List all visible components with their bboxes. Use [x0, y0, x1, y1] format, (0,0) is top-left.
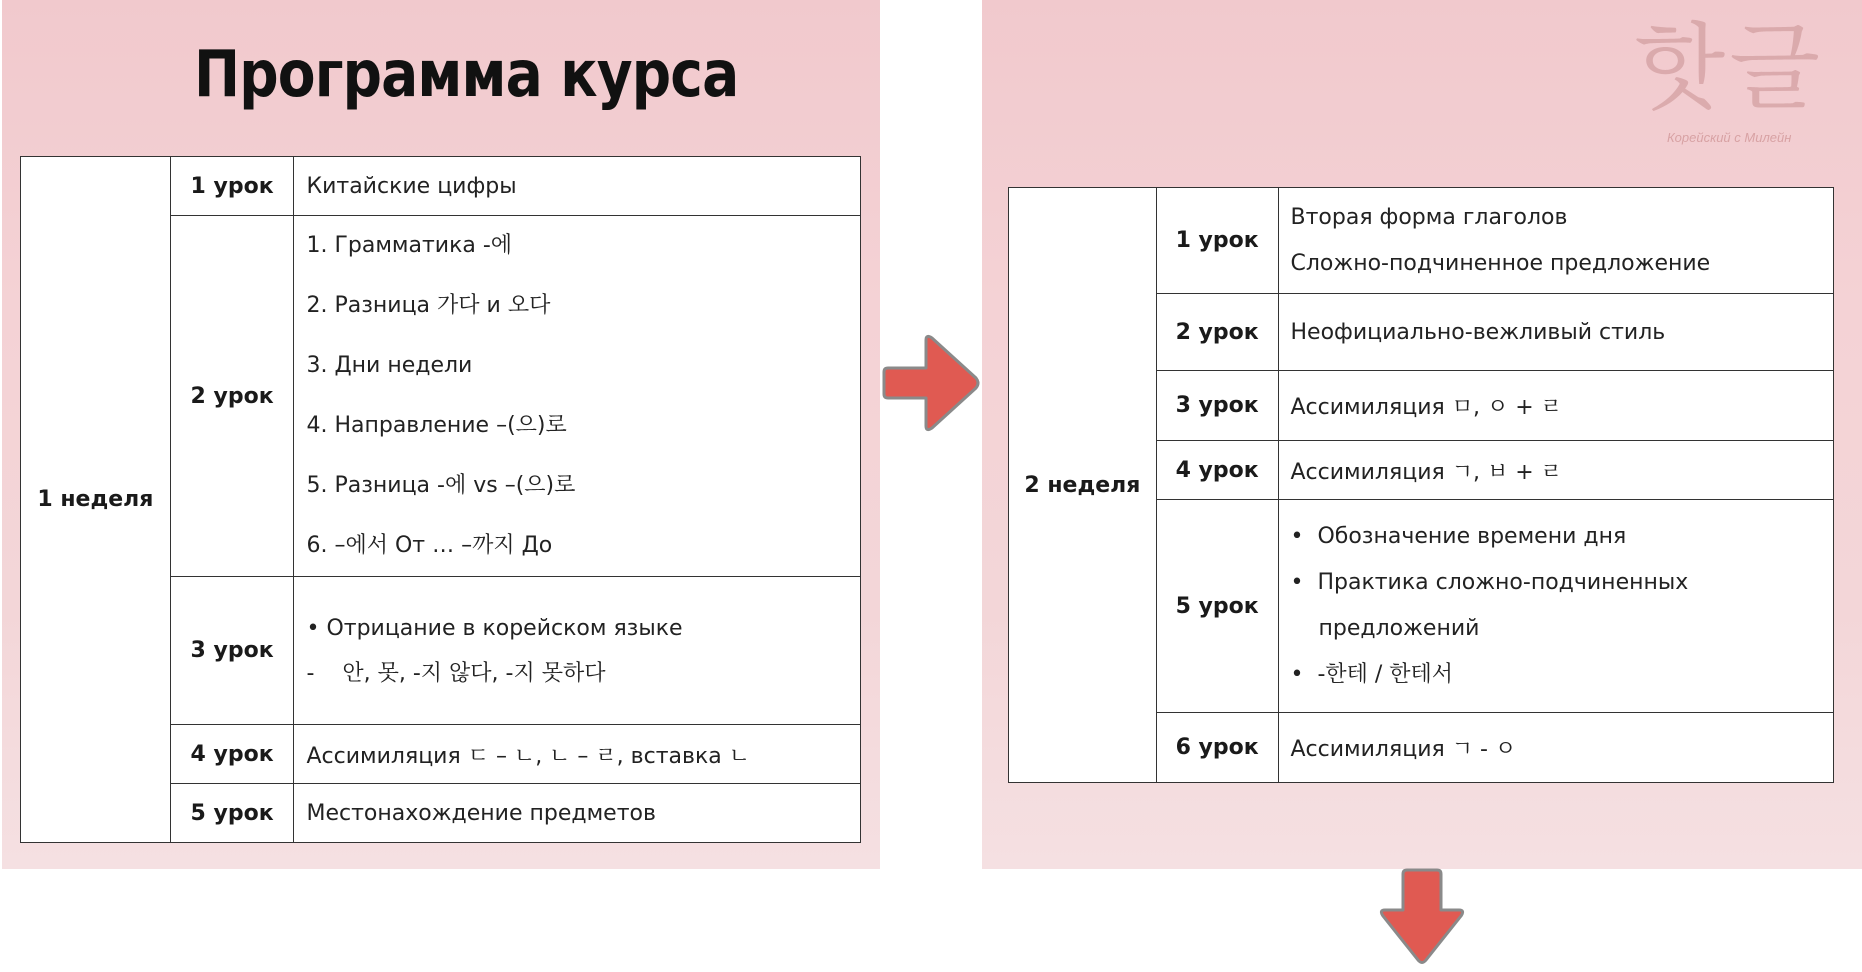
topic-line: - 안, 못, -지 않다, -지 못하다	[306, 660, 606, 686]
lesson-label: 1 урок	[1156, 188, 1278, 294]
week-label: 1 неделя	[21, 157, 171, 843]
topic-line: Ассимиляция ㄱ, ㅂ + ㄹ	[1290, 459, 1562, 485]
topic-line: Китайские цифры	[306, 173, 517, 199]
lesson-topic	[294, 725, 861, 784]
lesson-label: 2 урок	[170, 216, 294, 577]
lesson-label: 4 урок	[1156, 441, 1278, 500]
topic-line: 3. Дни недели	[306, 353, 473, 378]
lesson-label: 6 урок	[1156, 713, 1278, 783]
lesson-label: 5 урок	[170, 784, 294, 843]
topic-line: • -한테 / 한테서	[1290, 662, 1454, 687]
schedule-table-week1	[20, 156, 861, 843]
lesson-label: 3 урок	[1156, 371, 1278, 441]
lesson-label: 2 урок	[1156, 294, 1278, 371]
topic-line: 4. Направление –(으)로	[306, 413, 567, 438]
topic-line: Ассимиляция ㄱ - ㅇ	[1290, 737, 1517, 762]
topic-line: Ассимиляция ㅁ, ㅇ + ㄹ	[1290, 395, 1562, 420]
topic-line: 2. Разница 가다 и 오다	[306, 293, 551, 318]
topic-line: • Отрицание в корейском языке	[306, 615, 683, 641]
table-row	[1009, 188, 1834, 294]
lesson-label: 1 урок	[170, 157, 294, 216]
schedule-table-week2	[1008, 187, 1834, 783]
lesson-topic	[1278, 713, 1834, 783]
topic-line: 1. Грамматика -에	[306, 233, 513, 258]
lesson-topic	[294, 157, 861, 216]
arrow-right-icon	[880, 330, 984, 436]
watermark-logo-text: 핫글	[1634, 14, 1824, 123]
topic-line: 6. –에서 От … –까지 До	[306, 533, 553, 558]
lesson-topic	[294, 784, 861, 843]
watermark-caption: Корейский с Милейн	[1666, 130, 1792, 145]
table-row	[21, 157, 861, 216]
lesson-topic	[1278, 441, 1834, 500]
topic-line: Местонахождение предметов	[306, 800, 656, 826]
lesson-topic	[1278, 371, 1834, 441]
lesson-label: 5 урок	[1156, 500, 1278, 713]
topic-line: Ассимиляция ㄷ – ㄴ, ㄴ – ㄹ, вставка ㄴ	[306, 743, 750, 769]
lesson-topic	[294, 577, 861, 725]
arrow-down-icon	[1377, 864, 1467, 968]
lesson-topic	[294, 216, 861, 577]
topic-line: 5. Разница -에 vs –(으)로	[306, 473, 576, 498]
lesson-label: 3 урок	[170, 577, 294, 725]
topic-line: • Практика сложно-подчиненных	[1290, 570, 1689, 595]
topic-line: • Обозначение времени дня	[1290, 524, 1627, 549]
page-title: Программа курса	[194, 38, 739, 112]
topic-line: предложений	[1290, 616, 1480, 641]
lesson-topic	[1278, 188, 1834, 294]
lesson-topic	[1278, 500, 1834, 713]
topic-line: Вторая форма глаголов	[1290, 204, 1568, 230]
topic-line: Сложно-подчиненное предложение	[1290, 250, 1711, 276]
topic-line: Неофициально-вежливый стиль	[1290, 319, 1666, 345]
watermark-logo	[1634, 14, 1824, 145]
week-label: 2 неделя	[1009, 188, 1157, 783]
lesson-topic	[1278, 294, 1834, 371]
lesson-label: 4 урок	[170, 725, 294, 784]
